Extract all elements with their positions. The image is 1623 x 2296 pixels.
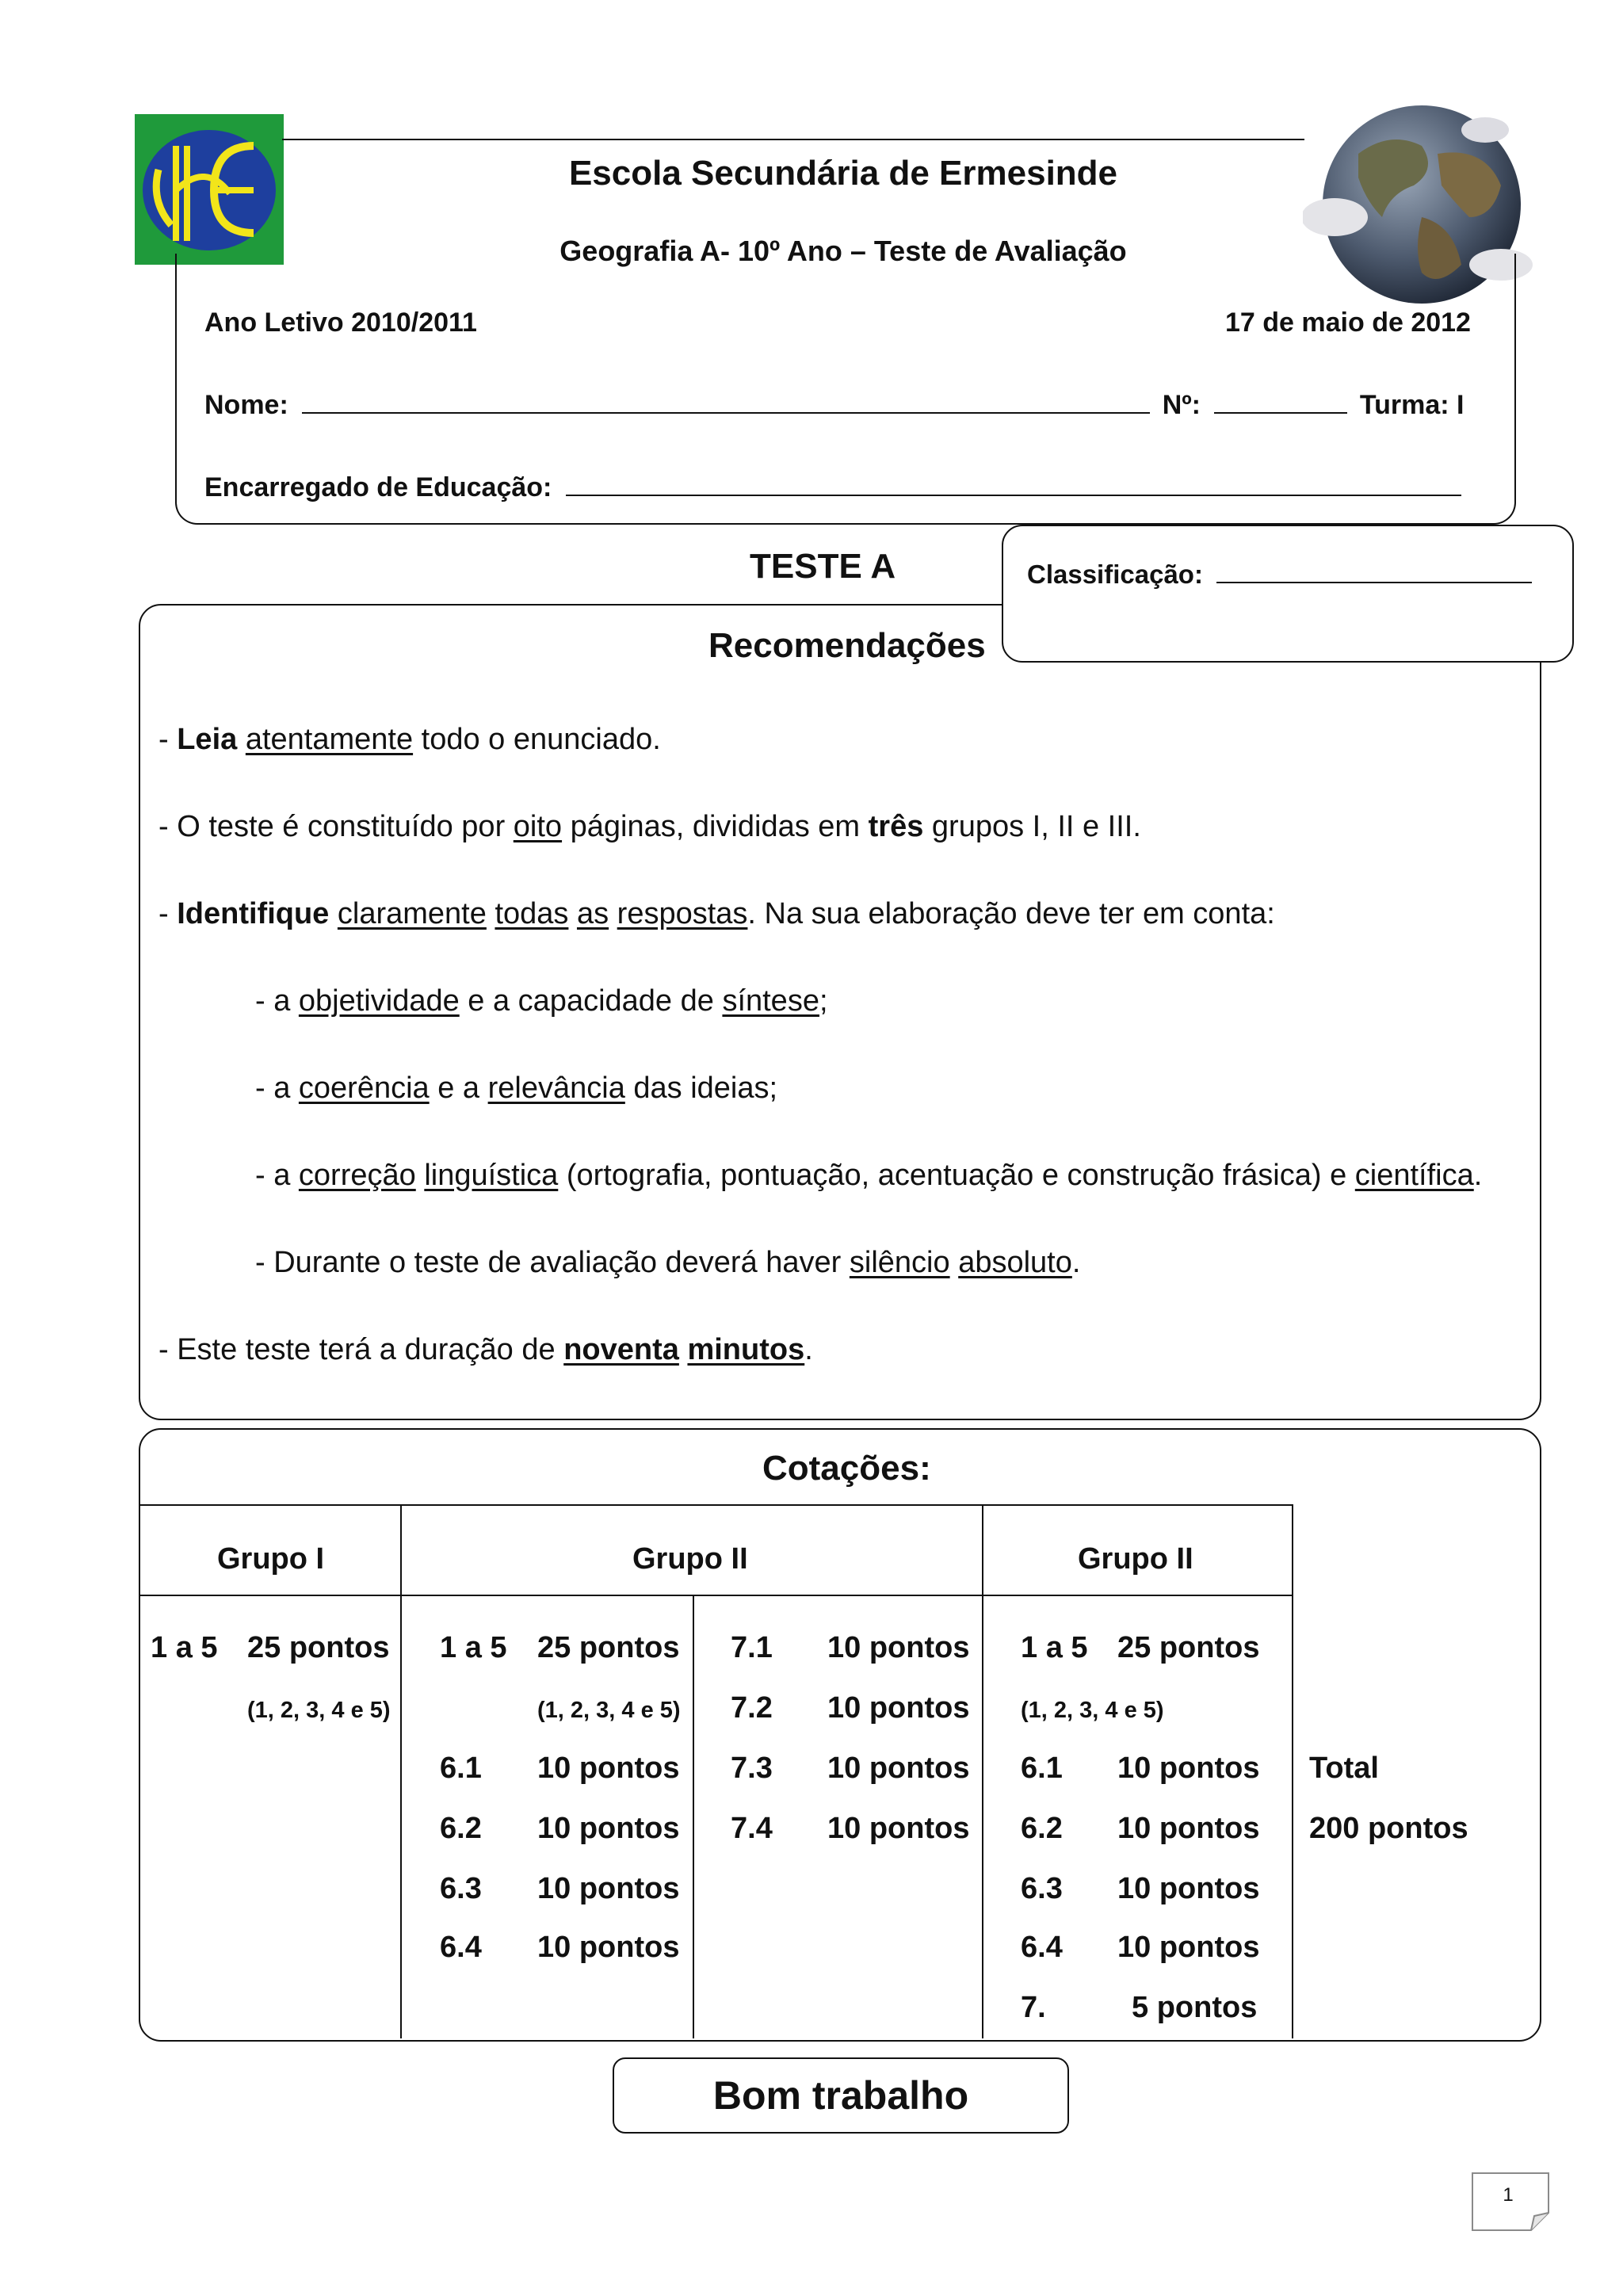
header-grupo-i: Grupo I (217, 1542, 325, 1576)
classification-box (1002, 525, 1574, 663)
name-label: Nome: (204, 390, 288, 420)
guardian-row (204, 472, 1461, 503)
g3-item-q: 7. (1021, 1991, 1046, 2024)
g2a-item-q: 6.3 (440, 1872, 482, 1905)
g1-points: 25 pontos (247, 1631, 390, 1664)
g2b-item-p: 10 pontos (827, 1691, 970, 1725)
g2a-item-q: 6.2 (440, 1812, 482, 1845)
g2a-item-p: 10 pontos (537, 1872, 680, 1905)
test-date: 17 de maio de 2012 (1225, 308, 1471, 338)
g3-detail: (1, 2, 3, 4 e 5) (1021, 1698, 1164, 1723)
g3-range: 1 a 5 (1021, 1631, 1088, 1664)
school-name: Escola Secundária de Ermesinde (568, 154, 1118, 193)
scoring-title: Cotações: (762, 1449, 931, 1488)
g3-item-q: 6.2 (1021, 1812, 1063, 1845)
guardian-label: Encarregado de Educação: (204, 472, 552, 502)
number-field[interactable] (1214, 390, 1347, 414)
scoring-grid-divider (693, 1595, 694, 2038)
g3-item-p: 10 pontos (1117, 1812, 1260, 1845)
g3-item-q: 6.4 (1021, 1931, 1063, 1964)
rec-read-carefully: - Leia atentamente todo o enunciado. (158, 723, 661, 756)
g2b-item-q: 7.1 (731, 1631, 773, 1664)
number-label: Nº: (1162, 390, 1201, 420)
g2b-item-q: 7.4 (731, 1812, 773, 1845)
rec-silence: - Durante o teste de avaliação deverá haver silêncio absoluto. (255, 1246, 1081, 1279)
closing-message: Bom trabalho (613, 2057, 1069, 2134)
rec-test-structure: - O teste é constituído por oito páginas, divididas em três grupos I, II e III. (158, 810, 1141, 843)
g2b-item-q: 7.3 (731, 1752, 773, 1785)
class-label: Turma: I (1359, 390, 1465, 420)
identification-row (204, 390, 1465, 421)
rec-correctness: - a correção linguística (ortografia, pontuação, acentuação e construção frásica) e científica. (255, 1159, 1483, 1192)
header-grupo-ii: Grupo II (632, 1542, 748, 1576)
rec-objectivity: - a objetividade e a capacidade de síntese; (255, 984, 828, 1018)
g2a-detail: (1, 2, 3, 4 e 5) (537, 1698, 681, 1723)
g3-item-q: 6.3 (1021, 1872, 1063, 1905)
header-rule (282, 139, 1304, 140)
g2b-item-q: 7.2 (731, 1691, 773, 1725)
scoring-grid-divider (982, 1504, 983, 2038)
g2a-range: 1 a 5 (440, 1631, 507, 1664)
g3-item-p: 10 pontos (1117, 1931, 1260, 1964)
page-number: 1 (1503, 2184, 1514, 2206)
g3-item-p: 10 pontos (1117, 1872, 1260, 1905)
g2b-item-p: 10 pontos (827, 1631, 970, 1664)
name-field[interactable] (302, 390, 1150, 414)
g2a-points: 25 pontos (537, 1631, 680, 1664)
total-value: 200 pontos (1309, 1812, 1468, 1845)
g2a-item-p: 10 pontos (537, 1752, 680, 1785)
total-label: Total (1309, 1752, 1379, 1785)
classification-row (1027, 560, 1532, 590)
g2a-item-q: 6.1 (440, 1752, 482, 1785)
guardian-field[interactable] (566, 472, 1461, 496)
classification-label: Classificação: (1027, 560, 1203, 589)
scoring-grid-divider (400, 1504, 402, 2038)
rec-identify-answers: - Identifique claramente todas as respostas. Na sua elaboração deve ter em conta: (158, 897, 1275, 930)
g2a-item-p: 10 pontos (537, 1931, 680, 1964)
scoring-grid-header-bottom (140, 1595, 1293, 1596)
g2a-item-q: 6.4 (440, 1931, 482, 1964)
subject-title: Geografia A- 10º Ano – Teste de Avaliação (559, 235, 1127, 267)
scoring-panel (139, 1428, 1541, 2042)
g1-range: 1 a 5 (151, 1631, 218, 1664)
g2b-item-p: 10 pontos (827, 1752, 970, 1785)
rec-duration: - Este teste terá a duração de noventa minutos. (158, 1333, 813, 1366)
school-year: Ano Letivo 2010/2011 (204, 308, 477, 338)
scoring-grid-divider (1292, 1504, 1293, 2038)
g1-detail: (1, 2, 3, 4 e 5) (247, 1698, 391, 1723)
test-label: TESTE A (750, 547, 896, 586)
rec-coherence: - a coerência e a relevância das ideias; (255, 1072, 778, 1105)
g3-points: 25 pontos (1117, 1631, 1260, 1664)
scoring-grid-top (140, 1504, 1293, 1506)
header-grupo-ii-second: Grupo II (1078, 1542, 1193, 1576)
g2b-item-p: 10 pontos (827, 1812, 970, 1845)
g3-item-p: 10 pontos (1117, 1752, 1260, 1785)
g3-item-p: 5 pontos (1132, 1991, 1258, 2024)
g3-item-q: 6.1 (1021, 1752, 1063, 1785)
recommendations-title: Recomendações (708, 626, 986, 665)
g2a-item-p: 10 pontos (537, 1812, 680, 1845)
classification-field[interactable] (1216, 561, 1532, 583)
